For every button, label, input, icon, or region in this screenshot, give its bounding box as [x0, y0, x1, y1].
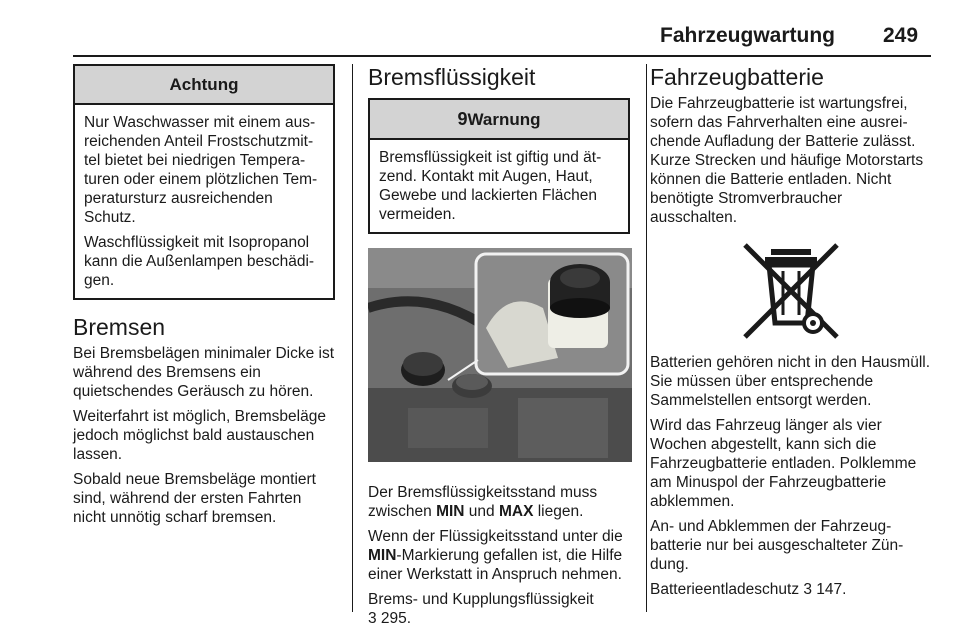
section-title: Fahrzeugwartung — [660, 24, 836, 47]
paragraph: Wird das Fahrzeug länger als vier Wochen abgestellt, kann sich die Fahrzeugbatterie entladen. Polklemme am Minuspol der Fahrzeugbatterie abklemmen. — [650, 417, 917, 510]
paragraph: Weiterfahrt ist möglich, Bremsbeläge jedoch möglichst bald austauschen lassen. — [73, 408, 326, 463]
warning-text: Bremsflüssigkeit ist giftig und ätzend. Kontakt mit Augen, Haut, Gewebe und lackierten Flächen vermeiden. — [379, 149, 602, 223]
paragraph: Batterieentladeschutz 3 147. — [650, 581, 847, 598]
warning-title: Warnung — [467, 110, 541, 129]
paragraph: Der Bremsflüssigkeitsstand muss zwischen MIN und MAX liegen. — [368, 484, 598, 520]
paragraph: Brems- und Kupplungsflüssigkeit 3 295. — [368, 591, 594, 627]
warning-header — [370, 100, 628, 140]
caution-text-1: Nur Waschwasser mit einem ausreichenden Anteil Frostschutzmittel bietet bei niedrigen Temperaturen oder einem plötzlichen Temperatursturz ausreichenden Schutz. — [84, 114, 318, 226]
paragraph: Batterien gehören nicht in den Hausmüll. Sie müssen über entsprechende Sammelstellen entsorgt werden. — [650, 354, 931, 409]
caution-box — [73, 64, 335, 300]
heading-bremsfluessigkeit: Bremsflüssigkeit — [368, 64, 536, 90]
column-divider-2 — [646, 64, 647, 612]
column-divider-1 — [352, 64, 353, 612]
page-reference: 3 295. — [368, 610, 412, 627]
min-marking: MIN — [436, 503, 465, 520]
column-1 — [73, 64, 335, 533]
paragraph: Wenn der Flüssigkeitsstand unter die MIN-Markierung gefallen ist, die Hilfe einer Werkstatt in Anspruch nehmen. — [368, 528, 623, 583]
paragraph: An- und Abklemmen der Fahrzeugbatterie nur bei ausgeschalteter Zündung. — [650, 518, 904, 573]
brake-fluid-reservoir-photo — [368, 248, 632, 462]
paragraph: Die Fahrzeugbatterie ist wartungsfrei, sofern das Fahrverhalten eine ausreichende Aufladung der Batterie zulässt. Kurze Strecken und häufige Motorstarts können die Batterie entladen. Nicht benötigte Stromverbraucher ausschalten. — [650, 95, 924, 226]
paragraph: Bei Bremsbelägen minimaler Dicke ist während des Bremsens ein quietschendes Geräusch zu hören. — [73, 345, 335, 400]
header-rule — [73, 55, 931, 57]
column-3 — [650, 64, 932, 605]
caution-title: Achtung — [75, 66, 333, 105]
warning-box — [368, 98, 630, 234]
heading-fahrzeugbatterie: Fahrzeugbatterie — [650, 64, 824, 90]
warning-icon: 9 — [457, 109, 468, 129]
max-marking: MAX — [498, 503, 534, 520]
min-marking: MIN — [368, 547, 397, 564]
caution-text-2: Waschflüssigkeit mit Isopropanol kann die Außenlampen beschädigen. — [84, 234, 315, 289]
crossed-bin-icon — [739, 239, 843, 343]
page-number: 249 — [883, 24, 919, 47]
heading-bremsen: Bremsen — [73, 314, 166, 340]
column-2 — [368, 64, 630, 634]
paragraph: Sobald neue Bremsbeläge montiert sind, während der ersten Fahrten nicht unnötig scharf bremsen. — [73, 471, 316, 526]
